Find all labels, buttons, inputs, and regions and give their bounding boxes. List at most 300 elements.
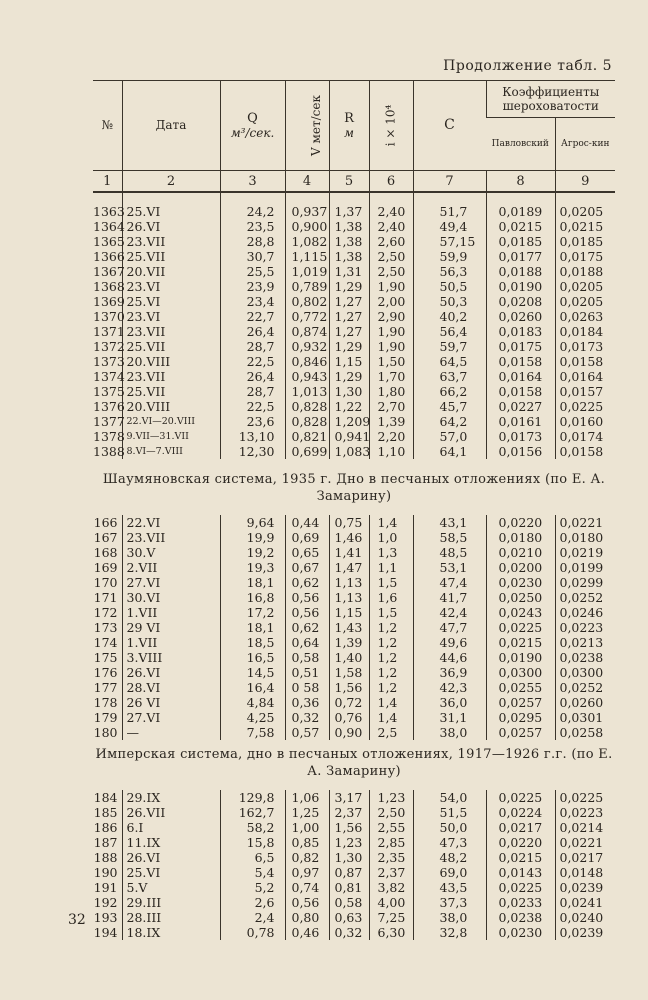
- table-row: [93, 850, 615, 865]
- row-number: 179: [93, 710, 118, 725]
- row-v: 0,56: [285, 590, 329, 605]
- row-agroskin: 0,0213: [555, 635, 615, 650]
- row-v: 0,56: [285, 605, 329, 620]
- row-pavlovsky: 0,0173: [486, 429, 555, 444]
- row-date: 26.VII: [122, 805, 220, 820]
- row-agroskin: 0,0225: [555, 790, 615, 805]
- row-v: 0,69: [285, 530, 329, 545]
- header-i: [369, 81, 413, 171]
- row-agroskin: 0,0158: [555, 444, 615, 459]
- row-r: 1,083: [329, 444, 369, 459]
- row-v: 0,828: [285, 399, 329, 414]
- row-q: 22,5: [220, 354, 285, 369]
- row-c: 56,4: [413, 324, 486, 339]
- row-date: 6.I: [122, 820, 220, 835]
- row-agroskin: 0,0239: [555, 925, 615, 940]
- row-r: 1,38: [329, 234, 369, 249]
- table-row: [93, 560, 615, 575]
- row-r: 1,30: [329, 850, 369, 865]
- row-number: 168: [93, 545, 118, 560]
- table-row: [93, 204, 615, 219]
- row-i: 1,2: [369, 680, 413, 695]
- spacer-cell: [122, 192, 220, 204]
- row-pavlovsky: 0,0224: [486, 805, 555, 820]
- row-q: 28,8: [220, 234, 285, 249]
- row-c: 50,3: [413, 294, 486, 309]
- row-v: 0,828: [285, 414, 329, 429]
- row-number: 1372: [93, 339, 125, 354]
- row-c: 51,5: [413, 805, 486, 820]
- row-number: 192: [93, 895, 118, 910]
- row-r: 0,90: [329, 725, 369, 740]
- row-c: 48,5: [413, 545, 486, 560]
- row-c: 43,1: [413, 515, 486, 530]
- row-date: 3.VIII: [122, 650, 220, 665]
- row-pavlovsky: 0,0158: [486, 384, 555, 399]
- row-number: 1370: [93, 309, 125, 324]
- row-agroskin: 0,0160: [555, 414, 615, 429]
- column-number: 6: [369, 171, 413, 193]
- row-pavlovsky: 0,0189: [486, 204, 555, 219]
- row-i: 2,5: [369, 725, 413, 740]
- row-v: 0,97: [285, 865, 329, 880]
- row-v: 1,019: [285, 264, 329, 279]
- row-i: 2,90: [369, 309, 413, 324]
- row-agroskin: 0,0300: [555, 665, 615, 680]
- table-row: [93, 910, 615, 925]
- row-number: 1377: [93, 414, 125, 429]
- row-r: 0,32: [329, 925, 369, 940]
- row-pavlovsky: 0,0217: [486, 820, 555, 835]
- row-number: 1375: [93, 384, 125, 399]
- row-i: 2,50: [369, 249, 413, 264]
- row-v: 0,802: [285, 294, 329, 309]
- row-r: 1,30: [329, 384, 369, 399]
- row-number: 194: [93, 925, 118, 940]
- row-i: 1,1: [369, 560, 413, 575]
- row-date: 28.VI: [122, 680, 220, 695]
- row-r: 1,27: [329, 309, 369, 324]
- row-q: 12,30: [220, 444, 285, 459]
- row-agroskin: 0,0205: [555, 294, 615, 309]
- row-pavlovsky: 0,0185: [486, 234, 555, 249]
- row-i: 1,23: [369, 790, 413, 805]
- row-c: 66,2: [413, 384, 486, 399]
- row-q: 17,2: [220, 605, 285, 620]
- row-c: 47,3: [413, 835, 486, 850]
- row-v: 0,789: [285, 279, 329, 294]
- row-q: 162,7: [220, 805, 285, 820]
- row-q: 18,5: [220, 635, 285, 650]
- row-date: 1.VII: [122, 605, 220, 620]
- row-agroskin: 0,0299: [555, 575, 615, 590]
- row-r: 0,72: [329, 695, 369, 710]
- row-pavlovsky: 0,0257: [486, 725, 555, 740]
- row-c: 45,7: [413, 399, 486, 414]
- row-date: 22.VI: [122, 515, 220, 530]
- row-q: 4,25: [220, 710, 285, 725]
- table-row: [93, 339, 615, 354]
- row-i: 1,0: [369, 530, 413, 545]
- table-row: [93, 790, 615, 805]
- row-date: 18.IX: [122, 925, 220, 940]
- row-r: 1,47: [329, 560, 369, 575]
- row-v: 0,56: [285, 895, 329, 910]
- row-r: 0,87: [329, 865, 369, 880]
- row-date: 30.V: [122, 545, 220, 560]
- row-i: 2,70: [369, 399, 413, 414]
- row-c: 49,4: [413, 219, 486, 234]
- row-date: 26.VI: [122, 850, 220, 865]
- row-date: 25.VI: [122, 865, 220, 880]
- row-date: 23.VII: [122, 234, 220, 249]
- row-v: 0,67: [285, 560, 329, 575]
- table-row: [93, 414, 615, 429]
- row-i: 7,25: [369, 910, 413, 925]
- row-v: 0,85: [285, 835, 329, 850]
- row-number: 169: [93, 560, 118, 575]
- row-c: 40,2: [413, 309, 486, 324]
- row-number: 187: [93, 835, 118, 850]
- row-q: 7,58: [220, 725, 285, 740]
- row-r: 1,58: [329, 665, 369, 680]
- spacer-cell: [369, 192, 413, 204]
- row-q: 19,2: [220, 545, 285, 560]
- row-r: 1,22: [329, 399, 369, 414]
- row-c: 47,7: [413, 620, 486, 635]
- row-r: 1,13: [329, 575, 369, 590]
- row-number: 167: [93, 530, 118, 545]
- row-c: 63,7: [413, 369, 486, 384]
- row-agroskin: 0,0225: [555, 399, 615, 414]
- row-r: 1,39: [329, 635, 369, 650]
- row-v: 0,44: [285, 515, 329, 530]
- row-r: 1,41: [329, 545, 369, 560]
- row-agroskin: 0,0252: [555, 590, 615, 605]
- header-c: C: [413, 81, 486, 171]
- row-i: 1,4: [369, 515, 413, 530]
- row-r: 1,27: [329, 294, 369, 309]
- row-c: 50,0: [413, 820, 486, 835]
- row-r: 1,43: [329, 620, 369, 635]
- row-r: 1,46: [329, 530, 369, 545]
- row-number: 177: [93, 680, 118, 695]
- row-r: 1,15: [329, 605, 369, 620]
- row-date: 29.III: [122, 895, 220, 910]
- row-pavlovsky: 0,0227: [486, 399, 555, 414]
- row-i: 1,2: [369, 665, 413, 680]
- row-c: 59,7: [413, 339, 486, 354]
- row-number: 1368: [93, 279, 125, 294]
- row-v: 0,699: [285, 444, 329, 459]
- row-date: 23.VI: [122, 309, 220, 324]
- row-number: 1365: [93, 234, 125, 249]
- row-i: 6,30: [369, 925, 413, 940]
- row-c: 48,2: [413, 850, 486, 865]
- row-date: 23.VI: [122, 279, 220, 294]
- header-q-symbol: Q: [247, 110, 258, 126]
- row-v: 0,821: [285, 429, 329, 444]
- column-number: 7: [413, 171, 486, 193]
- row-r: 0,63: [329, 910, 369, 925]
- row-date: 27.VI: [122, 710, 220, 725]
- row-c: 53,1: [413, 560, 486, 575]
- row-number: 180: [93, 725, 118, 740]
- row-q: 13,10: [220, 429, 285, 444]
- row-v: 0,65: [285, 545, 329, 560]
- table-row: [93, 249, 615, 264]
- table-row: [93, 324, 615, 339]
- row-agroskin: 0,0148: [555, 865, 615, 880]
- row-r: 1,31: [329, 264, 369, 279]
- row-c: 64,5: [413, 354, 486, 369]
- row-date: 30.VI: [122, 590, 220, 605]
- column-number: 5: [329, 171, 369, 193]
- row-q: 0,78: [220, 925, 285, 940]
- row-number: 1373: [93, 354, 125, 369]
- header-pavlovsky: Павловский: [486, 118, 555, 171]
- row-c: 59,9: [413, 249, 486, 264]
- row-r: 1,37: [329, 204, 369, 219]
- table-row: [93, 835, 615, 850]
- row-pavlovsky: 0,0260: [486, 309, 555, 324]
- table-row: [93, 399, 615, 414]
- row-i: 1,80: [369, 384, 413, 399]
- table-row: [93, 234, 615, 249]
- row-r: 3,17: [329, 790, 369, 805]
- row-pavlovsky: 0,0177: [486, 249, 555, 264]
- row-i: 1,5: [369, 575, 413, 590]
- page-number: 32: [68, 912, 86, 928]
- row-q: 16,4: [220, 680, 285, 695]
- row-i: 1,3: [369, 545, 413, 560]
- table-row: [93, 264, 615, 279]
- row-q: 15,8: [220, 835, 285, 850]
- row-i: 2,85: [369, 835, 413, 850]
- row-date: 1.VII: [122, 635, 220, 650]
- row-date: 25.VI: [122, 204, 220, 219]
- table-row: [93, 279, 615, 294]
- data-table: [93, 80, 615, 940]
- row-agroskin: 0,0164: [555, 369, 615, 384]
- row-agroskin: 0,0219: [555, 545, 615, 560]
- row-i: 2,50: [369, 805, 413, 820]
- row-agroskin: 0,0239: [555, 880, 615, 895]
- row-c: 38,0: [413, 725, 486, 740]
- row-pavlovsky: 0,0230: [486, 575, 555, 590]
- row-date: 23.VII: [122, 324, 220, 339]
- row-q: 6,5: [220, 850, 285, 865]
- row-number: 191: [93, 880, 118, 895]
- row-agroskin: 0,0252: [555, 680, 615, 695]
- row-pavlovsky: 0,0200: [486, 560, 555, 575]
- spacer-cell: [555, 192, 615, 204]
- row-q: 28,7: [220, 384, 285, 399]
- row-r: 0,941: [329, 429, 369, 444]
- row-number: 1363: [93, 204, 125, 219]
- row-pavlovsky: 0,0257: [486, 695, 555, 710]
- header-agroskin: Агрос-кин: [555, 118, 615, 171]
- table-row: [93, 384, 615, 399]
- spacer-cell: [413, 192, 486, 204]
- row-c: 32,8: [413, 925, 486, 940]
- row-pavlovsky: 0,0180: [486, 530, 555, 545]
- row-v: 0,58: [285, 650, 329, 665]
- row-agroskin: 0,0199: [555, 560, 615, 575]
- row-i: 1,2: [369, 620, 413, 635]
- row-v: 0,74: [285, 880, 329, 895]
- row-agroskin: 0,0240: [555, 910, 615, 925]
- row-date: 26 VI: [122, 695, 220, 710]
- row-number: 1388: [93, 444, 125, 459]
- row-q: 129,8: [220, 790, 285, 805]
- row-r: 1,29: [329, 279, 369, 294]
- table-row: [93, 294, 615, 309]
- row-r: 1,29: [329, 369, 369, 384]
- row-pavlovsky: 0,0190: [486, 279, 555, 294]
- row-pavlovsky: 0,0225: [486, 620, 555, 635]
- table-row: [93, 805, 615, 820]
- row-date: 2.VII: [122, 560, 220, 575]
- row-number: 186: [93, 820, 118, 835]
- row-pavlovsky: 0,0158: [486, 354, 555, 369]
- row-r: 1,29: [329, 339, 369, 354]
- row-date: 25.VII: [122, 384, 220, 399]
- row-q: 22,5: [220, 399, 285, 414]
- row-c: 47,4: [413, 575, 486, 590]
- row-agroskin: 0,0223: [555, 805, 615, 820]
- row-pavlovsky: 0,0220: [486, 835, 555, 850]
- row-agroskin: 0,0217: [555, 850, 615, 865]
- row-date: 8.VI—7.VIII: [122, 444, 220, 459]
- header-coeff: Коэффициенты шероховатости: [486, 81, 615, 118]
- table-row: [93, 530, 615, 545]
- row-r: 1,27: [329, 324, 369, 339]
- row-number: 166: [93, 515, 118, 530]
- row-r: 1,13: [329, 590, 369, 605]
- row-agroskin: 0,0263: [555, 309, 615, 324]
- row-q: 5,2: [220, 880, 285, 895]
- row-v: 1,013: [285, 384, 329, 399]
- table-row: [93, 695, 615, 710]
- row-i: 1,10: [369, 444, 413, 459]
- header-r-symbol: R: [344, 110, 354, 126]
- row-date: 29.IX: [122, 790, 220, 805]
- row-c: 38,0: [413, 910, 486, 925]
- row-i: 2,00: [369, 294, 413, 309]
- row-number: 188: [93, 850, 118, 865]
- row-i: 1,90: [369, 339, 413, 354]
- row-r: 1,23: [329, 835, 369, 850]
- column-number: 2: [122, 171, 220, 193]
- row-v: 0,32: [285, 710, 329, 725]
- row-c: 36,9: [413, 665, 486, 680]
- row-number: 174: [93, 635, 118, 650]
- row-q: 30,7: [220, 249, 285, 264]
- row-date: 25.VII: [122, 249, 220, 264]
- row-i: 2,60: [369, 234, 413, 249]
- row-agroskin: 0,0214: [555, 820, 615, 835]
- row-pavlovsky: 0,0215: [486, 850, 555, 865]
- header-q-unit: м³/сек.: [230, 125, 275, 140]
- row-v: 0,932: [285, 339, 329, 354]
- row-v: 0,943: [285, 369, 329, 384]
- row-i: 2,55: [369, 820, 413, 835]
- row-c: 42,3: [413, 680, 486, 695]
- section-title-row: [93, 740, 615, 790]
- table-row: [93, 369, 615, 384]
- row-pavlovsky: 0,0215: [486, 219, 555, 234]
- row-number: 1374: [93, 369, 125, 384]
- row-i: 1,6: [369, 590, 413, 605]
- row-c: 69,0: [413, 865, 486, 880]
- row-i: 2,40: [369, 204, 413, 219]
- continuation-caption: Продолжение табл. 5: [443, 58, 612, 74]
- row-v: 0,57: [285, 725, 329, 740]
- row-agroskin: 0,0158: [555, 354, 615, 369]
- row-q: 19,3: [220, 560, 285, 575]
- row-v: 0,51: [285, 665, 329, 680]
- row-date: 20.VII: [122, 264, 220, 279]
- row-number: 1371: [93, 324, 125, 339]
- row-number: 178: [93, 695, 118, 710]
- row-v: 1,082: [285, 234, 329, 249]
- row-date: 23.VII: [122, 369, 220, 384]
- table-row: [93, 820, 615, 835]
- row-i: 1,4: [369, 710, 413, 725]
- row-q: 2,6: [220, 895, 285, 910]
- row-i: 2,37: [369, 865, 413, 880]
- row-q: 23,9: [220, 279, 285, 294]
- column-number: 9: [555, 171, 615, 193]
- table-body: [93, 192, 615, 940]
- row-pavlovsky: 0,0225: [486, 790, 555, 805]
- row-v: 1,115: [285, 249, 329, 264]
- table-row: [93, 665, 615, 680]
- row-r: 0,81: [329, 880, 369, 895]
- row-c: 31,1: [413, 710, 486, 725]
- table-row: [93, 650, 615, 665]
- row-c: 64,1: [413, 444, 486, 459]
- row-r: 0,58: [329, 895, 369, 910]
- table-row: [93, 590, 615, 605]
- header-i-label: i × 10⁴: [383, 104, 398, 147]
- column-number: 3: [220, 171, 285, 193]
- row-q: 22,7: [220, 309, 285, 324]
- table-row: [93, 219, 615, 234]
- row-pavlovsky: 0,0208: [486, 294, 555, 309]
- spacer-cell: [486, 192, 555, 204]
- row-q: 2,4: [220, 910, 285, 925]
- row-q: 14,5: [220, 665, 285, 680]
- row-pavlovsky: 0,0143: [486, 865, 555, 880]
- row-number: 176: [93, 665, 118, 680]
- row-q: 28,7: [220, 339, 285, 354]
- table-row: [93, 620, 615, 635]
- header-no: №: [93, 81, 122, 171]
- row-c: 36,0: [413, 695, 486, 710]
- row-q: 26,4: [220, 369, 285, 384]
- table-row: [93, 575, 615, 590]
- row-date: 28.III: [122, 910, 220, 925]
- row-pavlovsky: 0,0230: [486, 925, 555, 940]
- section-title-row: [93, 459, 615, 515]
- row-c: 44,6: [413, 650, 486, 665]
- row-i: 1,70: [369, 369, 413, 384]
- row-agroskin: 0,0188: [555, 264, 615, 279]
- row-c: 49,6: [413, 635, 486, 650]
- row-number: 172: [93, 605, 118, 620]
